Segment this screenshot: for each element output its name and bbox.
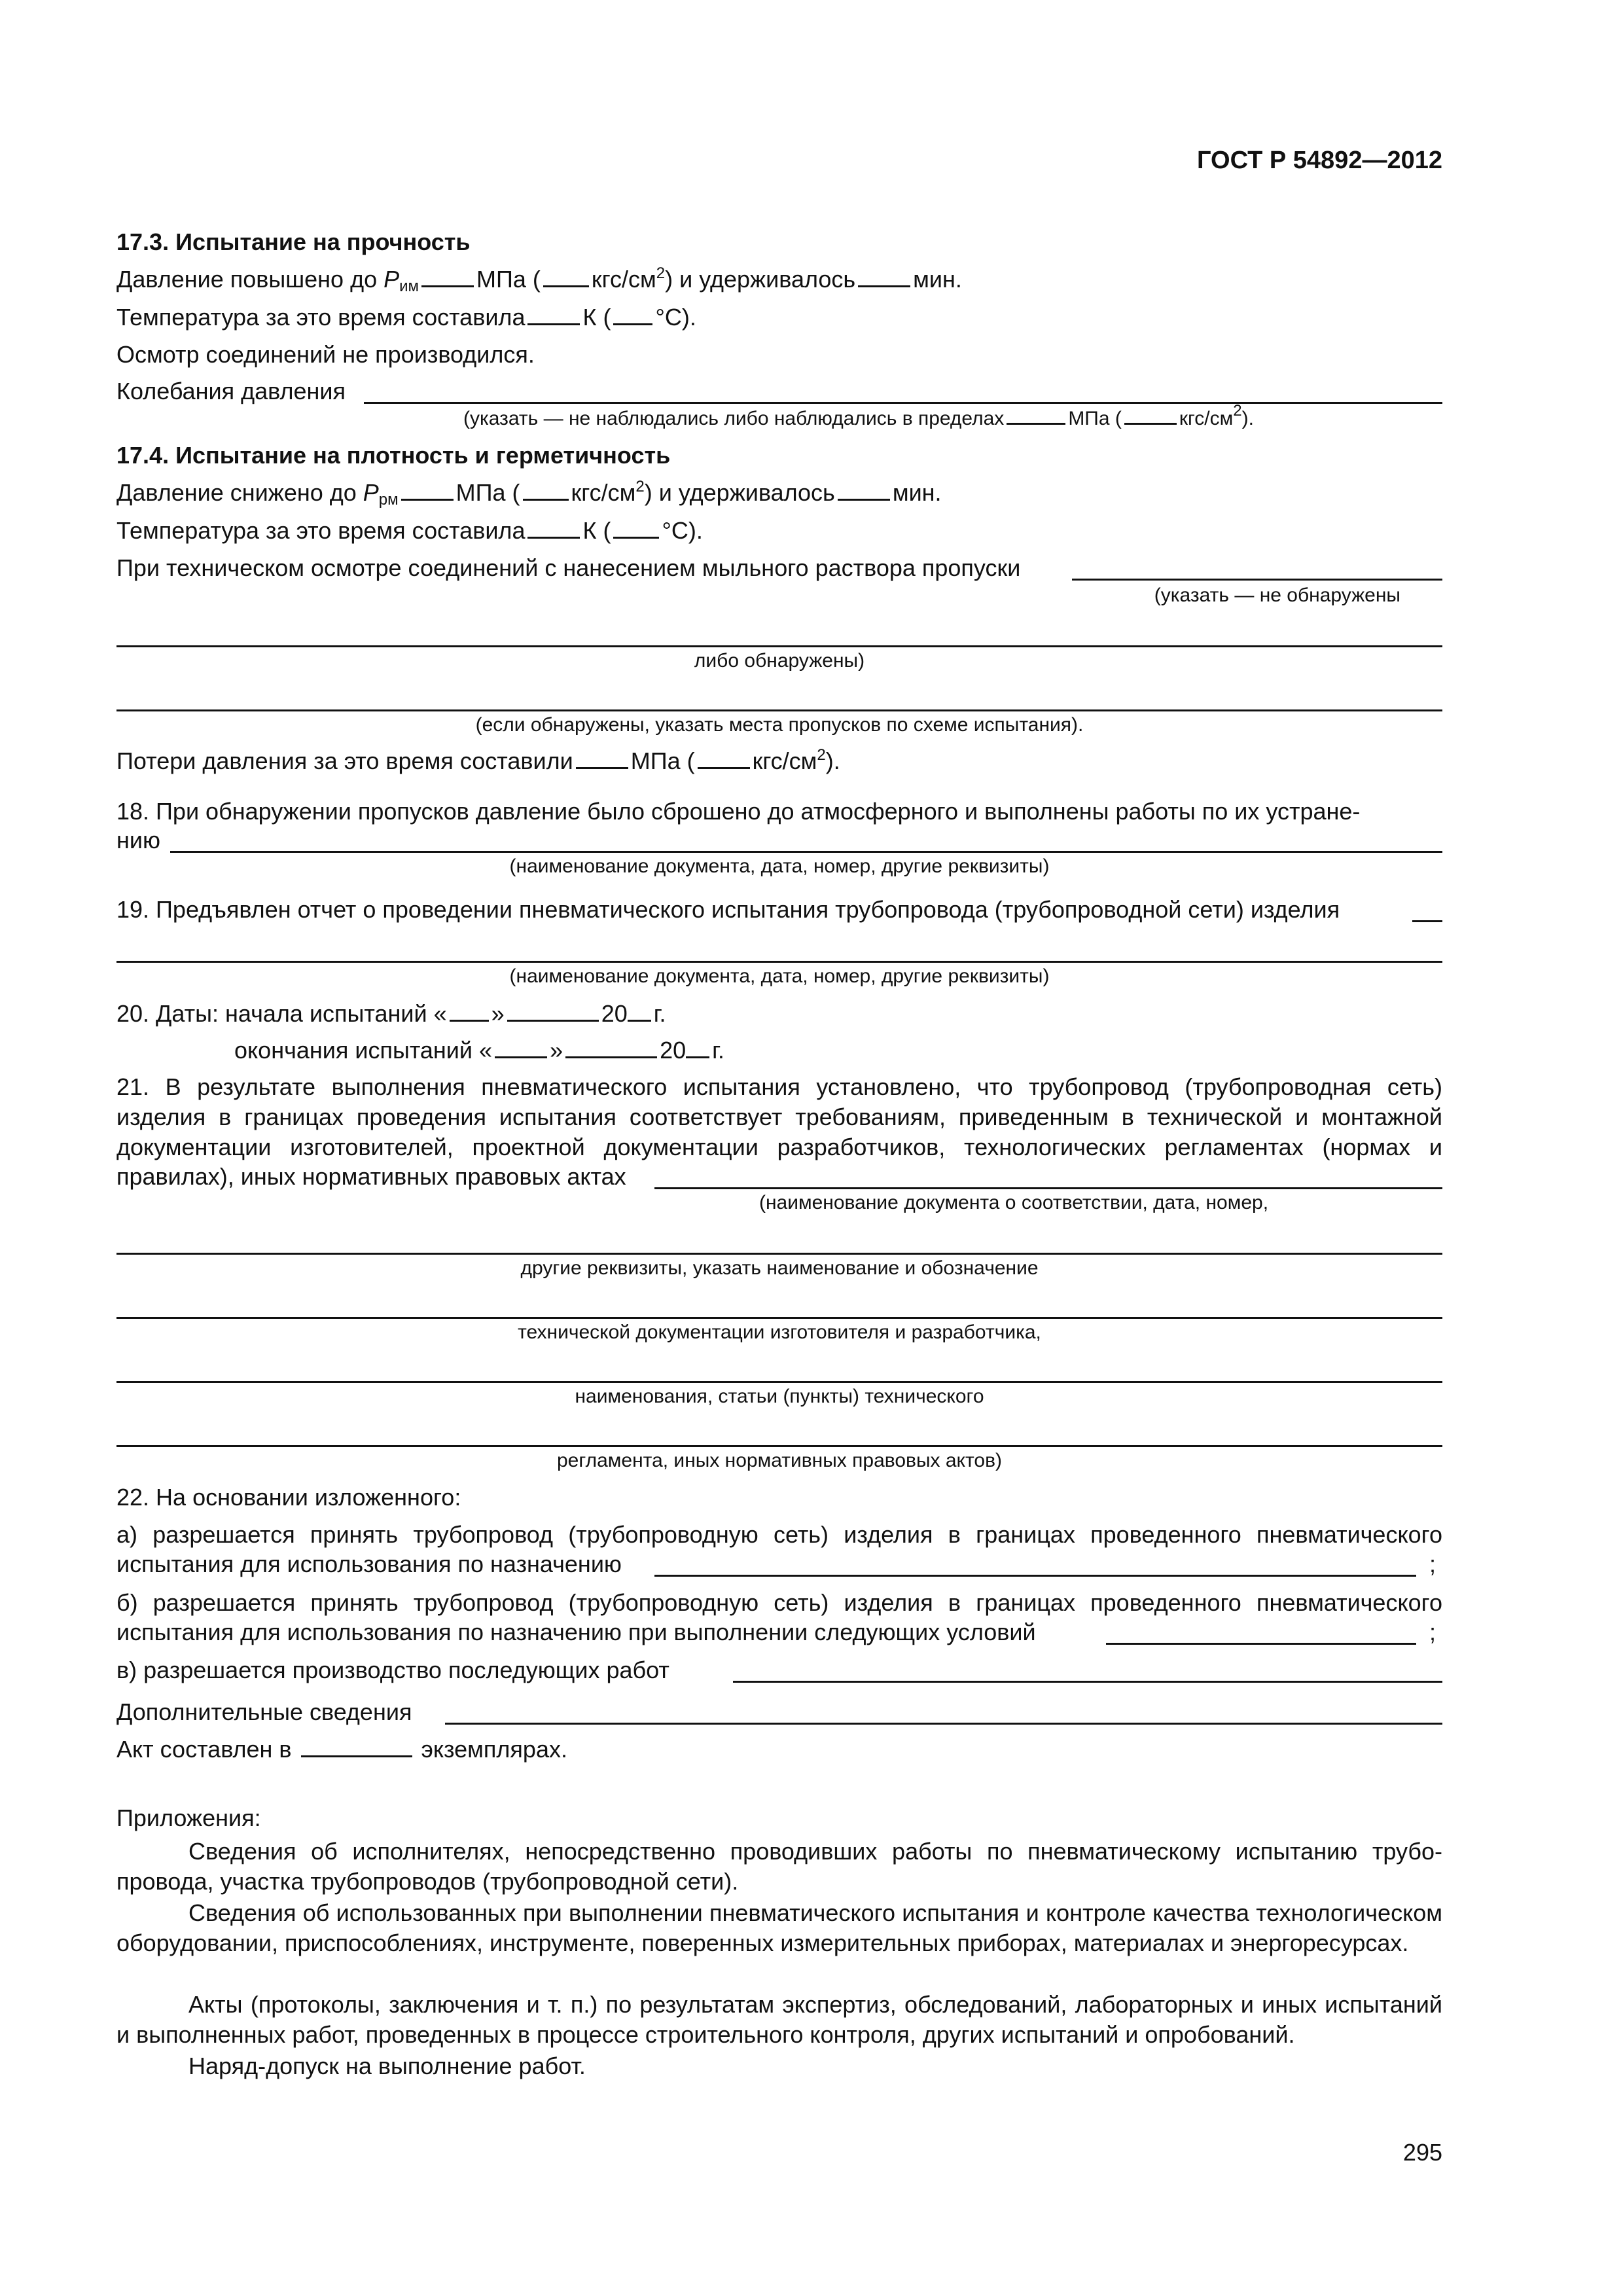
s22-extra-input-line[interactable] bbox=[445, 1723, 1442, 1725]
s20-start-date: 20. Даты: начала испытаний « » 20 г. bbox=[116, 1000, 666, 1027]
page-number: 295 bbox=[1402, 2139, 1442, 2166]
leak-input-line-1[interactable] bbox=[1072, 579, 1442, 581]
s19-input-line[interactable] bbox=[116, 961, 1442, 963]
s22-c-input-line[interactable] bbox=[733, 1681, 1442, 1683]
s17-4-leak-note-3: (если обнаружены, указать места пропусков по схеме испытания). bbox=[475, 714, 1084, 736]
s21-line-2: изделия в границах проведения испытания соответствует требованиям, приведенным в технической и монтажной bbox=[116, 1103, 1442, 1130]
loss-mpa-blank[interactable] bbox=[576, 746, 628, 769]
s17-3-fluctuation-note: (указать — не наблюдались либо наблюдались в пределах МПа ( кгс/$см^2$). bbox=[463, 402, 1254, 429]
s17-3-temperature-line: Температура за это время составила К ( °С). bbox=[116, 304, 696, 331]
temp-c-blank[interactable] bbox=[613, 302, 652, 325]
s21-note-4: наименования, статьи (пункты) технического bbox=[575, 1386, 984, 1407]
pressure-kgf-blank[interactable] bbox=[543, 264, 589, 287]
s21-line-4: правилах), иных нормативных правовых актах bbox=[116, 1163, 626, 1190]
s22-b-line-1: б) разрешается принять трубопровод (трубопроводную сеть) изделия в границах проведенного пневматического bbox=[116, 1589, 1442, 1616]
s21-input-line-5[interactable] bbox=[116, 1445, 1442, 1447]
end-day-blank[interactable] bbox=[495, 1035, 547, 1058]
start-month-blank[interactable] bbox=[507, 999, 599, 1022]
end-year-blank[interactable] bbox=[686, 1035, 709, 1058]
s19-note: (наименование документа, дата, номер, другие реквизиты) bbox=[509, 965, 1050, 987]
pressure-rm-mpa-blank[interactable] bbox=[401, 478, 454, 501]
s21-input-line-4[interactable] bbox=[116, 1381, 1442, 1383]
s17-4-leak-note-2: либо обнаружены) bbox=[694, 650, 865, 672]
s21-note-5: регламента, иных нормативных правовых актов) bbox=[556, 1450, 1003, 1471]
s17-3-inspection-line: Осмотр соединений не производился. bbox=[116, 341, 535, 368]
s22-a-line-2: испытания для использования по назначению bbox=[116, 1551, 622, 1577]
s22-a-semicolon: ; bbox=[1429, 1551, 1436, 1577]
appendix-item-4: Наряд-допуск на выполнение работ. bbox=[188, 2053, 586, 2079]
s21-note-2: другие реквизиты, указать наименование и обозначение bbox=[520, 1257, 1039, 1279]
start-year-blank[interactable] bbox=[628, 999, 651, 1022]
s21-note-3: технической документации изготовителя и разработчика, bbox=[518, 1321, 1041, 1343]
s22-c-line: в) разрешается производство последующих работ bbox=[116, 1657, 669, 1683]
section-17-3-title: 17.3. Испытание на прочность bbox=[116, 228, 471, 255]
s18-input-line[interactable] bbox=[170, 851, 1442, 853]
s21-note-1: (наименование документа о соответствии, дата, номер, bbox=[759, 1192, 1269, 1213]
start-day-blank[interactable] bbox=[450, 999, 489, 1022]
s21-line-3: документации изготовителей, проектной документации разработчиков, технологических регламентах (нормах и bbox=[116, 1134, 1442, 1160]
hold-rm-minutes-blank[interactable] bbox=[838, 478, 890, 501]
copies-count-blank[interactable] bbox=[301, 1734, 412, 1757]
pressure-mpa-blank[interactable] bbox=[421, 264, 474, 287]
s22-title: 22. На основании изложенного: bbox=[116, 1484, 461, 1511]
s22-a-input-line[interactable] bbox=[654, 1575, 1416, 1577]
s22-extra-label: Дополнительные сведения bbox=[116, 1698, 412, 1725]
leak-input-line-2[interactable] bbox=[116, 645, 1442, 647]
fluctuation-input-line[interactable] bbox=[364, 402, 1442, 404]
s22-b-semicolon: ; bbox=[1429, 1619, 1436, 1645]
document-header: ГОСТ Р 54892—2012 bbox=[1197, 147, 1442, 174]
pressure-rm-kgf-blank[interactable] bbox=[523, 478, 569, 501]
s17-4-pressure-loss-line: Потери давления за это время составили МПа ( кгс/$см^2$). bbox=[116, 746, 840, 774]
s22-b-line-2: испытания для использования по назначению при выполнении следующих условий bbox=[116, 1619, 1036, 1645]
s18-note: (наименование документа, дата, номер, другие реквизиты) bbox=[509, 855, 1050, 877]
document-page bbox=[116, 0, 1442, 2296]
s17-3-pressure-line: Давление повышено до $P_{им}$ МПа ( кгс/$см^2$) и удерживалось мин. bbox=[116, 264, 962, 295]
s21-input-line-2[interactable] bbox=[116, 1253, 1442, 1255]
s22-b-input-line[interactable] bbox=[1106, 1643, 1416, 1645]
s17-3-fluctuation-label: Колебания давления bbox=[116, 378, 346, 404]
s22-act-copies-line: Акт составлен в экземплярах. bbox=[116, 1736, 567, 1763]
temp-k-blank[interactable] bbox=[527, 302, 580, 325]
s21-line-1: 21. В результате выполнения пневматического испытания установлено, что трубопровод (трубопроводная сеть) bbox=[116, 1073, 1442, 1100]
s17-4-inspection-label: При техническом осмотре соединений с нанесением мыльного раствора пропуски bbox=[116, 554, 1021, 581]
appendix-item-2: Сведения об использованных при выполнении пневматического испытания и контроле качества технологическом оборудовании, приспособлениях, инструменте, поверенных измерительных приборах, материалах и энергоресурсах. bbox=[116, 1899, 1442, 1956]
end-month-blank[interactable] bbox=[565, 1035, 657, 1058]
s19-inline-blank[interactable] bbox=[1412, 920, 1442, 922]
s20-end-date: окончания испытаний « » 20 г. bbox=[234, 1037, 724, 1064]
appendix-item-3: Акты (протоколы, заключения и т. п.) по результатам экспертиз, обследований, лабораторных и иных испытаний и выполненных работ, проведенных в процессе строительного контроля, других испытаний и опробований. bbox=[116, 1991, 1442, 2048]
appendix-title: Приложения: bbox=[116, 1804, 261, 1831]
s21-input-line-3[interactable] bbox=[116, 1317, 1442, 1319]
appendix-item-1: Сведения об исполнителях, непосредственно проводивших работы по пневматическому испытанию трубопровода, участка трубопроводов (трубопроводной сети). bbox=[116, 1838, 1442, 1895]
s18-line-2: нию bbox=[116, 827, 160, 853]
temp-rm-c-blank[interactable] bbox=[613, 516, 659, 539]
hold-minutes-blank[interactable] bbox=[858, 264, 910, 287]
s17-4-leak-note-1: (указать — не обнаружены bbox=[1154, 584, 1400, 606]
s18-line-1: 18. При обнаружении пропусков давление было сброшено до атмосферного и выполнены работы по их устране- bbox=[116, 798, 1361, 825]
s17-4-pressure-line: Давление снижено до $P_{рм}$ МПа ( кгс/$см^2$) и удерживалось мин. bbox=[116, 478, 942, 509]
temp-rm-k-blank[interactable] bbox=[527, 516, 580, 539]
s17-4-temperature-line: Температура за это время составила К ( °С). bbox=[116, 517, 703, 544]
s19-line-1: 19. Предъявлен отчет о проведении пневматического испытания трубопровода (трубопроводной сети) изделия bbox=[116, 896, 1340, 923]
s21-input-line-1[interactable] bbox=[654, 1187, 1442, 1189]
section-17-4-title: 17.4. Испытание на плотность и герметичность bbox=[116, 442, 671, 469]
loss-kgf-blank[interactable] bbox=[698, 746, 750, 769]
leak-input-line-3[interactable] bbox=[116, 709, 1442, 711]
s22-a-line-1: а) разрешается принять трубопровод (трубопроводную сеть) изделия в границах проведенного пневматического bbox=[116, 1521, 1442, 1548]
